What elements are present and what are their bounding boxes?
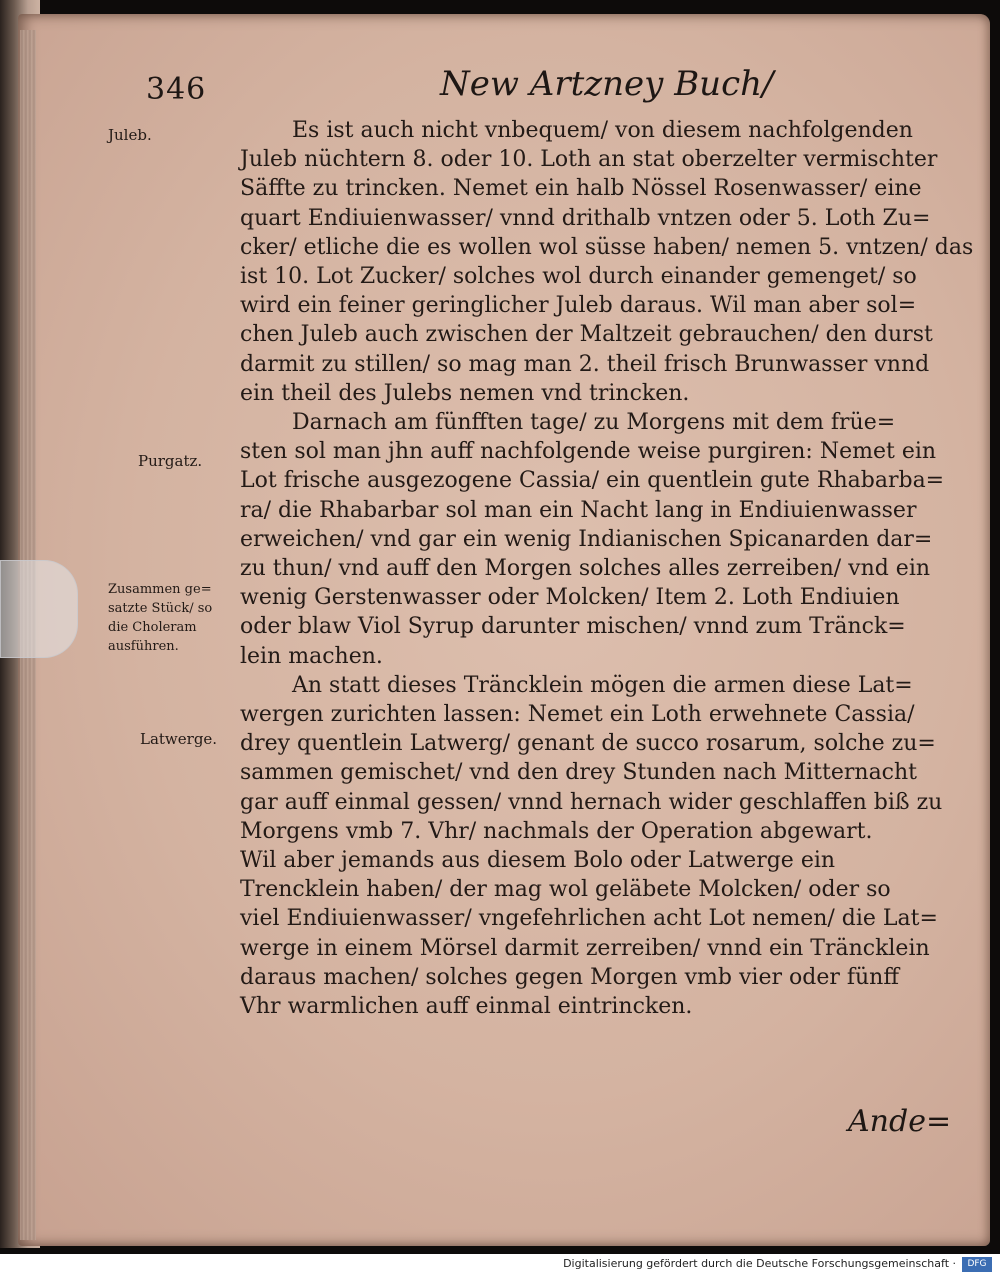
text-line: Morgens vmb 7. Vhr/ nachmals der Operation abgewart.: [240, 818, 873, 844]
marginal-line: Latwerge.: [140, 730, 218, 748]
catchword: Ande=: [848, 1104, 952, 1139]
text-line: chen Juleb auch zwischen der Maltzeit gebrauchen/ den durst: [240, 322, 933, 348]
text-line: wird ein feiner geringlicher Juleb daraus. Wil man aber sol=: [240, 293, 917, 319]
text-line: zu thun/ vnd auff den Morgen solches alles zerreiben/ vnd ein: [240, 556, 931, 582]
text-line: drey quentlein Latwerg/ genant de succo rosarum, solche zu=: [240, 731, 936, 757]
text-line: gar auff einmal gessen/ vnnd hernach wider geschlaffen biß zu: [240, 789, 943, 815]
text-line: quart Endiuienwasser/ vnnd drithalb vntzen oder 5. Loth Zu=: [240, 205, 931, 231]
text-line: Wil aber jemands aus diesem Bolo oder Latwerge ein: [240, 848, 836, 874]
running-title: New Artzney Buch/: [440, 64, 774, 104]
text-line: Juleb nüchtern 8. oder 10. Loth an stat oberzelter vermischter: [240, 147, 938, 173]
text-line: ra/ die Rhabarbar sol man ein Nacht lang in Endiuienwasser: [240, 497, 917, 523]
text-line: sten sol man jhn auff nachfolgende weise purgiren: Nemet ein: [240, 439, 937, 465]
marginal-note-zusammen: [108, 580, 258, 656]
marginal-line: Purgatz.: [138, 452, 203, 470]
text-line: viel Endiuienwasser/ vngefehrlichen acht Lot nemen/ die Lat=: [240, 906, 938, 932]
text-line: erweichen/ vnd gar ein wenig Indianischen Spicanarden dar=: [240, 526, 933, 552]
text-line: daraus machen/ solches gegen Morgen vmb vier oder fünff: [240, 964, 899, 990]
text-line: darmit zu stillen/ so mag man 2. theil frisch Brunwasser vnnd: [240, 351, 930, 377]
text-line: Säffte zu trincken. Nemet ein halb Nössel Rosenwasser/ eine: [240, 176, 922, 202]
marginal-line: die Choleram: [108, 620, 197, 635]
body-text: [240, 116, 974, 1021]
dfg-logo-badge[interactable]: DFG: [962, 1257, 992, 1272]
text-line: Lot frische ausgezogene Cassia/ ein quentlein gute Rhabarba=: [240, 468, 945, 494]
text-line: Es ist auch nicht vnbequem/ von diesem nachfolgenden: [292, 118, 913, 143]
text-line: oder blaw Viol Syrup darunter mischen/ vnnd zum Tränck=: [240, 614, 906, 640]
text-line: Darnach am fünfften tage/ zu Morgens mit dem früe=: [292, 410, 896, 436]
text-line: wergen zurichten lassen: Nemet ein Loth erwehnete Cassia/: [240, 702, 915, 728]
page-number: 346: [146, 72, 207, 107]
footer-credit: Digitalisierung gefördert durch die Deutsche Forschungsgemeinschaft ·: [563, 1257, 956, 1270]
text-line: wenig Gerstenwasser oder Molcken/ Item 2. Loth Endiuien: [240, 585, 900, 611]
marginal-line: ausführen.: [108, 639, 179, 654]
text-line: cker/ etliche die es wollen wol süsse haben/ nemen 5. vntzen/ das: [240, 234, 974, 260]
text-line: ist 10. Lot Zucker/ solches wol durch einander gemenget/ so: [240, 264, 917, 290]
text-line: Trencklein haben/ der mag wol geläbete Molcken/ oder so: [240, 877, 891, 903]
text-line: sammen gemischet/ vnd den drey Stunden nach Mitternacht: [240, 760, 918, 786]
text-line: Vhr warmlichen auff einmal eintrincken.: [240, 994, 693, 1020]
text-line: An statt dieses Träncklein mögen die armen diese Lat=: [292, 672, 913, 698]
text-line: werge in einem Mörsel darmit zerreiben/ vnnd ein Träncklein: [240, 935, 930, 961]
marginal-line: Zusammen ge=: [108, 582, 212, 597]
page-clip: [0, 560, 78, 658]
marginal-line: satzte Stück/ so: [108, 601, 213, 616]
text-line: lein machen.: [240, 643, 383, 669]
marginal-note-juleb: [108, 126, 258, 145]
marginal-line: Juleb.: [108, 126, 152, 144]
text-line: ein theil des Julebs nemen vnd trincken.: [240, 380, 690, 406]
